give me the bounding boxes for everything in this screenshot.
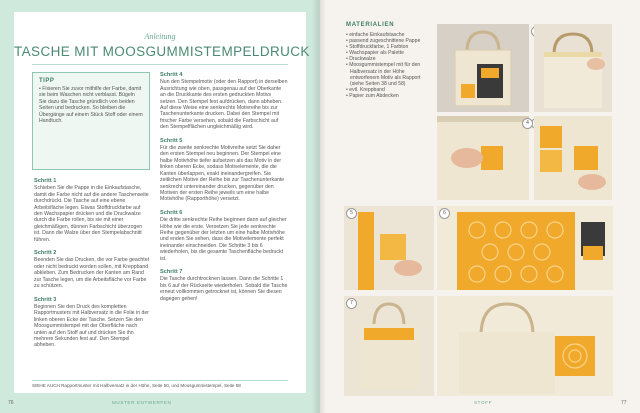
step-4 (160, 72, 288, 131)
photo-number-5: 5 (346, 208, 357, 219)
tote-with-supplies-image (437, 24, 529, 112)
step-heading: Schritt 3 (34, 296, 57, 303)
step-1 (34, 178, 150, 243)
material-item: • Wachspapier als Palette (346, 50, 404, 57)
step-heading: Schritt 4 (160, 72, 183, 78)
step-heading: Schritt 7 (160, 268, 183, 275)
materials-heading: MATERIALIEN (346, 22, 395, 28)
stamp-row-image (534, 116, 612, 200)
step-2 (34, 250, 150, 289)
finished-tote-side-image (344, 296, 434, 396)
photo-step-1 (437, 24, 529, 112)
step-text: Beenden Sie das Drucken, die vor Farbe geachtet oder nicht bedruckt worden sollen, mit Kreppband abkleben. Zum Bedrucken der Kanten am Rand zur Tasche legen, um die Arbeitsfläche vor Farbe zu schützen. (34, 257, 150, 290)
photo-number-6: 6 (439, 208, 450, 219)
step-heading: Schritt 6 (160, 209, 183, 216)
title-divider (32, 64, 288, 65)
photo-step-7 (344, 296, 434, 396)
step-heading: Schritt 5 (160, 137, 183, 144)
photo-step-3 (437, 116, 529, 200)
step-5 (160, 138, 288, 203)
material-item: • Stoffdruckfarbe, 1 Farbton (346, 44, 409, 51)
stamp-positioning-image (344, 206, 434, 290)
material-item: • Moosgummistempel mit für den Halbversatz in der Höhe entworfenem Motiv als Rapport (siehe Seiten 38 und 58) (346, 62, 421, 87)
material-item: • einfache Einkaufstasche (346, 32, 405, 38)
step-text: Die dritte senkrechte Reihe beginnen dann auf gleicher Höhe wie die erste. Versetzen Sie jede senkrechte Reihe gegenüber der letzten um eine halbe Motivhöhe und enden Sie sehen, dass die Motivelemente perfekt ineinander einschneiden. Die Schritte 3 bis 6 wiederholen, bis die gesamte Taschenfläche bedruckt ist. (160, 217, 287, 262)
material-item: • Druckwalze (346, 56, 376, 63)
material-item: • passend zugeschnittene Pappe (346, 38, 421, 45)
running-head-right: STOFF (474, 400, 492, 405)
section-kicker: Anleitung (144, 32, 176, 41)
page-title: TASCHE MIT MOOSGUMMISTEMPELDRUCK (14, 44, 310, 59)
tip-text: • Fixieren Sie zuvor mithilfe der Farbe, damit sie beim Waschen nicht verblasst. Bügeln Sie dazu die Tasche gründlich von beiden Seiten und bedrucken. So bleiben die Übergänge auf einem Stück Stoff oder einem Handtuch. (39, 86, 143, 125)
page-number-left: 76 (8, 400, 14, 406)
step-3 (34, 297, 150, 349)
photo-step-2 (534, 24, 612, 112)
photo-number-4: 4 (522, 118, 533, 129)
page-number-right: 77 (621, 400, 627, 406)
steps-column-right (160, 72, 288, 309)
first-stamp-image (437, 116, 529, 200)
step-text: Schieben Sie die Pappe in die Einkaufstasche, damit die Farbe nicht auf die andere Taschenseite durchdrückt. Die Tasche auf eine ebene Arbeitsfläche legen. Etwas Stoffdruckfarbe auf den Wachspapier drücken und die Druckwalze durch die Farbe rollen, bis sie mit einer gleichmäßigen, dünnen Farbschicht überzogen ist. Dann die Walze über den Stempelabschnitt führen. (34, 185, 149, 243)
steps-column-left (34, 178, 150, 356)
step-text: Nun den Stempelmotiv (oder den Rapport) in derselben Ausrichtung wie oben, passgenau auf der Oberkante an die Druckkante des ersten gedruckten Motivs setzen. Den Stempel fest aufdrücken, dann abheben. Auf diese Weise eine senkrechte Motivreihe bis zur Taschenunterkante drucken. Dabei den Stempel mit frischer Farbe versehen, sobald die Farbschicht auf den Stempelflächen ungleichmäßig wird. (160, 79, 288, 131)
stamp-detail-image (437, 296, 613, 396)
running-head-left: MUSTER ENTWERFEN (112, 400, 172, 405)
step-text: Für die zweite senkrechte Motivreihe setzt Sie daher den ersten Stempel neu beginnen. Der Stempel eine halbe Motivhöhe tiefer aufsetzen als das Motiv in der linken oberen Ecke, sodass Motivelemente, die die Kanten überlappen, exakt ineinandergreifen. Sie zeitlichen Motive der Reihe bis zur Taschenunterkante senkrecht untereinander drucken, gegenüber den Motiven der ersten Reihe jeweils um eine halbe Motivhöhe (Rapporthöhe) versetzt. (160, 145, 285, 203)
material-item: • evtl. Kreppband (346, 86, 385, 93)
printed-tote-image (437, 206, 613, 290)
photo-step-4 (534, 116, 612, 200)
step-7 (160, 269, 288, 302)
step-heading: Schritt 2 (34, 250, 57, 257)
book-gutter (312, 0, 326, 413)
instruction-card (14, 12, 310, 393)
step-6 (160, 210, 288, 262)
step-heading: Schritt 1 (34, 178, 57, 184)
taping-tote-image (534, 24, 612, 112)
tip-box (32, 72, 150, 170)
photo-step-6 (437, 206, 613, 290)
step-text: Die Tasche durchtrocknen lassen. Dann die Schritte 1 bis 6 auf der Rückseite wiederholen. Sobald die Tasche erneut vollkommen getrocknet ist, können Sie diesen dagegen gehen! (160, 276, 288, 302)
photo-step-5 (344, 206, 434, 290)
see-also-footnote: SIEHE AUCH Rapportmuster mit Halbversatz in der Höhe, Seite 50, und Moosgummistempel, Seite 58 (32, 380, 288, 388)
materials-list (346, 32, 428, 99)
tip-heading: TIPP (39, 78, 55, 84)
material-item: • Papier zum Abdecken (346, 92, 399, 99)
photo-number-7: 7 (346, 298, 357, 309)
step-text: Beginnen Sie den Druck des kompletten Rapportmusters mit Halbversatz in die Folie in der linken oberen Ecke der Tasche. Setzen Sie den Moosgummistempel mit der Oberfläche nach unten auf den Stoff auf und drücken Sie ihn mehrere Sekunden fest auf. Den Stempel abheben. (34, 303, 150, 349)
photo-finished-detail (437, 296, 613, 396)
